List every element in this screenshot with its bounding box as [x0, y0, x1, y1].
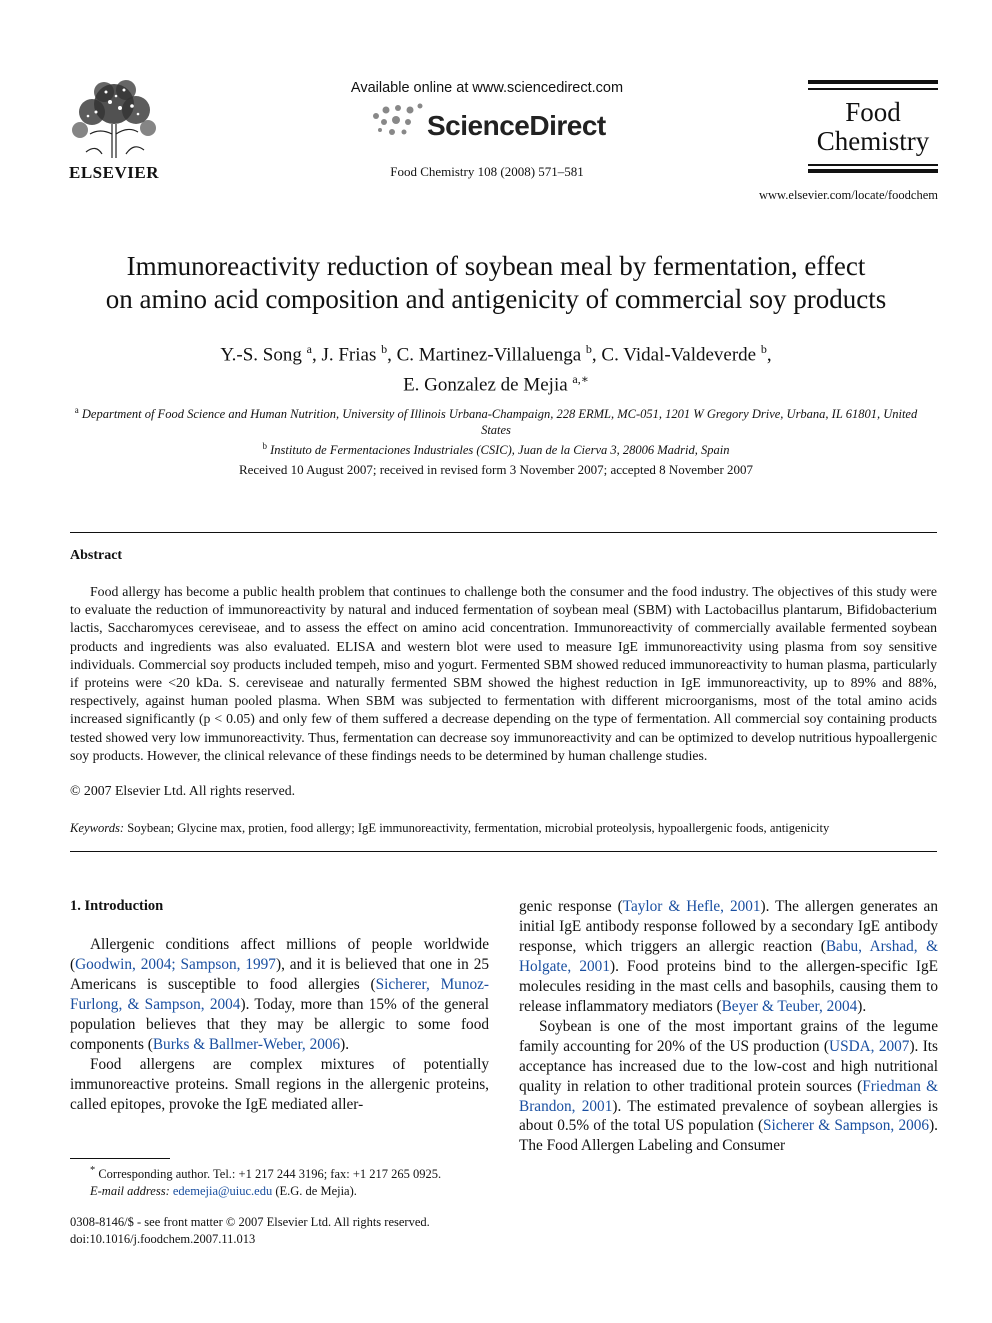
article-title-line1: Immunoreactivity reduction of soybean meal by fermentation, effect — [126, 251, 866, 281]
section-heading-introduction: 1. Introduction — [70, 898, 164, 914]
corresponding-author-footnote — [70, 1162, 490, 1200]
author-affil-mark: a,∗ — [572, 372, 589, 387]
keywords-label: Keywords: — [70, 821, 125, 835]
footnote-rule — [70, 1158, 170, 1159]
author-name[interactable]: C. Vidal-Valdeverde — [601, 344, 757, 366]
abstract-top-rule — [70, 532, 937, 533]
citation-link[interactable]: Friedman & Brandon, 2001 — [519, 1077, 938, 1115]
author-affil-mark: a — [306, 342, 312, 356]
abstract-bottom-rule — [70, 851, 937, 852]
journal-title-rule-top-thick — [808, 80, 938, 84]
affiliation-b — [60, 438, 932, 458]
affil-text: Department of Food Science and Human Nutrition, University of Illinois Urbana-Champaign, 228 ERML, MC-051, 1201 W Gregory Drive, Urbana, IL 61801, United States — [81, 407, 918, 438]
email-label: E-mail address: — [90, 1184, 170, 1199]
author-name[interactable]: E. Gonzalez de Mejia — [403, 374, 568, 396]
affil-mark: a — [74, 405, 79, 415]
author-affil-mark: b — [381, 342, 388, 356]
affil-mark: b — [262, 441, 268, 452]
issn-line: 0308-8146/$ - see front matter © 2007 Elsevier Ltd. All rights reserved. — [70, 1215, 430, 1229]
available-online-text: Available online at www.sciencedirect.com — [350, 80, 624, 96]
doi-line[interactable]: doi:10.1016/j.foodchem.2007.11.013 — [70, 1232, 256, 1246]
author-list: Y.-S. Song $^a$, J. Frias $^b$, C. Martinez-Villaluenga $^b$, C. Vidal-Valdeverde $^b$, E. Gonzalez de Mejia $^{a,∗}$ — [220, 342, 772, 396]
abstract-heading: Abstract — [70, 548, 123, 563]
intro-paragraph-3: Soybean is one of the most important grains of the legume family accounting for 20% of the US production (USDA, 2007). Its acceptance has increased due to the low-cost and high nutritional quality in relation to other traditional protein sources (Friedman & Brandon, 2001). The estimated prevalence of soybean allergies is about 0.5% of the total US population (Sicherer & Sampson, 2006). The Food Allergen Labeling and Consumer — [519, 1017, 938, 1155]
email-link[interactable]: edemejia@uiuc.edu — [172, 1184, 273, 1199]
journal-title-block — [808, 98, 938, 156]
intro-paragraph-1: Allergenic conditions affect millions of people worldwide (Goodwin, 2004; Sampson, 1997), and it is believed that one in 25 Americans is susceptible to food allergies (Sicherer, Munoz-Furlong, & Sampson, 2004). Today, more than 15% of the general population believes that they may be allergic to some food components (Burks & Ballmer-Weber, 2006). — [70, 935, 490, 1053]
author-name[interactable]: J. Frias — [321, 344, 377, 366]
affiliations — [60, 402, 932, 458]
journal-reference: Food Chemistry 108 (2008) 571–581 — [390, 164, 584, 179]
journal-title-line1: Food — [845, 97, 901, 127]
affil-text: Instituto de Fermentaciones Industriales (CSIC), Juan de la Cierva 3, 28006 Madrid, Spain — [270, 443, 730, 458]
abstract-body: Food allergy has become a public health problem that continues to challenge both the consumer and the food industry. The objectives of this study were to evaluate the reduction of immunoreactivity by natural and induced fermentation of soybean meal (SBM) with Lactobacillus plantarum, Bifidobacterium lactis, Saccharomyces cereviseae, and to assess the effect on amino acid concentration. Immunoreactivity of commercially available fermented soybean products and ingredients was also evaluated. ELISA and western blot were used to measure IgE immunoreactivity using plasma from soy sensitive individuals. Commercial soy products included tempeh, miso and yogurt. Fermented SBM showed reduced immunoreactivity to human plasma, particularly if proteins were <20 kDa. S. cereviseae and naturally fermented SBM showed the highest reduction in IgE immunoreactivity, up to 89% and 88%, respectively, against human pooled plasma. When SBM was subjected to fermentation with different microorganisms, most of the total amino acids increased significantly (p < 0.05) and only few of them suffered a decrease depending on the type of fermentation. All commercial soy containing products tested showed very low immunoreactivity. Thus, fermentation can decrease soy immunoreactivity and can be optimized to develop nutritious hypoallergenic soy products. However, the clinical relevance of these findings needs to be determined by human challenge studies. — [70, 584, 937, 763]
journal-url-link[interactable]: www.elsevier.com/locate/foodchem — [759, 188, 938, 202]
article-title — [40, 250, 952, 316]
intro-paragraph-2-cont: genic response (Taylor & Hefle, 2001). The allergen generates an initial IgE antibody response followed by a secondary IgE antibody response, which triggers an allergic reaction (Babu, Arshad, & Holgate, 2001). Food proteins bind to the allergen-specific IgE molecules residing in the mast cells and basophils, causing them to release inflammatory mediators (Beyer & Teuber, 2004). — [519, 898, 938, 1015]
received-dates: Received 10 August 2007; received in revised form 3 November 2007; accepted 8 November 2007 — [238, 462, 754, 477]
elsevier-wordmark: ELSEVIER — [69, 163, 159, 182]
journal-title-rule-bottom-thick — [808, 169, 938, 173]
journal-title-line2: Chemistry — [816, 126, 930, 156]
citation-link[interactable]: Beyer & Teuber, 2004 — [721, 997, 858, 1015]
citation-link[interactable]: USDA, 2007 — [829, 1037, 910, 1055]
citation-link[interactable]: Burks & Ballmer-Weber, 2006 — [152, 1035, 341, 1053]
intro-paragraph-2: Food allergens are complex mixtures of potentially immunoreactive proteins. Small regions in the allergenic proteins, called epitopes, provoke the IgE mediated aller- — [70, 1055, 489, 1113]
left-column — [70, 897, 489, 1115]
keywords-text: Soybean; Glycine max, protien, food allergy; IgE immunoreactivity, fermentation, microbial proteolysis, hypoallergenic foods, antigenicity — [127, 821, 830, 835]
affiliation-a — [60, 402, 932, 438]
sciencedirect-wordmark: ScienceDirect — [427, 110, 606, 141]
author-name[interactable]: Y.-S. Song — [220, 344, 302, 366]
article-title-line2: on amino acid composition and antigenicity of commercial soy products — [105, 284, 887, 314]
abstract-copyright: © 2007 Elsevier Ltd. All rights reserved. — [70, 783, 296, 798]
citation-link[interactable]: Sicherer, Munoz-Furlong, & Sampson, 2004 — [70, 975, 489, 1013]
author-name[interactable]: C. Martinez-Villaluenga — [396, 344, 582, 366]
journal-title-rule-bottom-thin — [808, 164, 938, 166]
citation-link[interactable]: Sicherer & Sampson, 2006 — [763, 1117, 930, 1135]
keywords-line — [70, 821, 937, 836]
citation-link[interactable]: Taylor & Hefle, 2001 — [622, 898, 761, 915]
footnote-mark: * — [90, 1165, 96, 1176]
right-column — [519, 897, 938, 1156]
issn-doi-block — [70, 1214, 490, 1248]
author-affil-mark: b — [585, 342, 592, 356]
citation-link[interactable]: Babu, Arshad, & Holgate, 2001 — [519, 937, 938, 975]
email-suffix: (E.G. de Mejia). — [275, 1184, 357, 1199]
footnote-contact: Corresponding author. Tel.: +1 217 244 3196; fax: +1 217 265 0925. — [98, 1167, 442, 1182]
journal-title-rule-top-thin — [808, 88, 938, 90]
author-affil-mark: b — [760, 342, 767, 356]
citation-link[interactable]: Goodwin, 2004; Sampson, 1997 — [75, 955, 276, 973]
